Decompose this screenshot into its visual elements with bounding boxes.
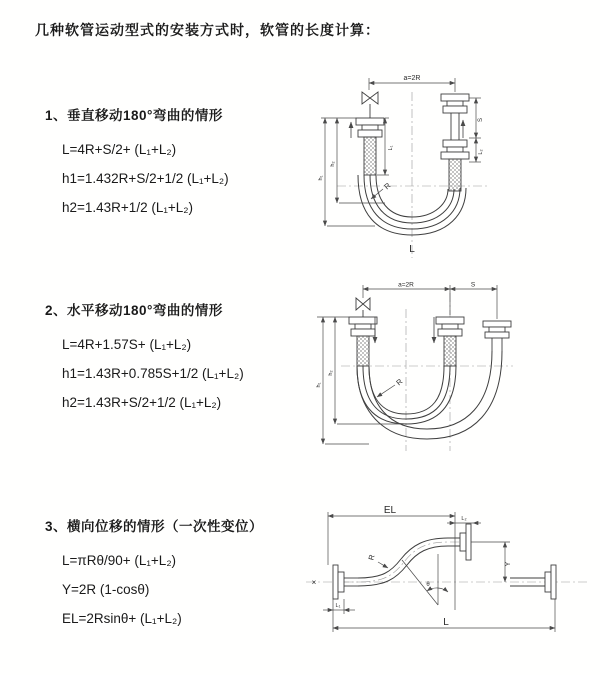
dim-top (363, 285, 497, 319)
dim-h2-label: h₂ (328, 370, 334, 376)
braided-hose-section (449, 159, 461, 191)
diagram-lateral-offset (298, 502, 595, 649)
diagram-vertical-180 (313, 68, 590, 265)
radius-leader (378, 562, 388, 568)
section-3-heading: 3、横向位移的情形（一次性变位） (45, 519, 264, 534)
length-label: L (409, 244, 415, 255)
dim-s-label: S (470, 281, 476, 289)
radius-label: R (366, 553, 377, 562)
valve-icon (356, 298, 370, 317)
diagram-2-svg (311, 281, 598, 457)
section-2-heading: 2、水平移动180°弯曲的情形 (45, 303, 223, 318)
diagram-1-svg (313, 68, 590, 265)
hose-s-curve (358, 538, 460, 586)
left-connector (349, 317, 377, 366)
hose-curves (357, 351, 502, 439)
radius-leader (377, 385, 395, 397)
valve-icon (362, 92, 378, 118)
formula-2-l: L=4R+1.57S+ (L₁+L₂) (62, 337, 192, 352)
section-1-heading: 1、垂直移动180°弯曲的情形 (45, 108, 223, 123)
dim-el (328, 512, 455, 610)
section-2 (45, 299, 244, 417)
diagram-3-svg (298, 502, 595, 649)
right-connector (483, 321, 511, 351)
braided-hose-section (357, 336, 369, 366)
braided-hose-section (444, 336, 456, 366)
axis-mark: × (311, 578, 317, 587)
angle-label: θ (426, 582, 430, 588)
dim-el-label: EL (383, 505, 397, 516)
dim-l2-label: L₂ (461, 516, 467, 522)
braided-hose-section (364, 137, 376, 175)
angle-construction (402, 554, 448, 605)
formula-3-l: L=πRθ/90+ (L₁+L₂) (62, 553, 177, 568)
dim-y-label: Y (505, 561, 512, 567)
formula-1-l: L=4R+S/2+ (L₁+L₂) (62, 142, 177, 157)
page-title: 几种软管运动型式的安装方式时，软管的长度计算： (35, 22, 380, 38)
right-connector (441, 94, 469, 191)
formula-2-h1: h1=1.43R+0.785S+1/2 (L₁+L₂) (62, 366, 244, 381)
section-3 (45, 515, 263, 633)
dim-a2r-label: a=2R (398, 281, 414, 289)
formula-2-h2: h2=1.43R+S/2+1/2 (L₁+L₂) (62, 395, 222, 410)
dim-h2-label: h₂ (330, 161, 336, 167)
formula-1-h2: h2=1.43R+1/2 (L₁+L₂) (62, 200, 194, 215)
formula-3-el: EL=2Rsinθ+ (L₁+L₂) (62, 611, 182, 626)
radius-label: R (394, 376, 405, 388)
centerlines (337, 92, 489, 258)
dim-l2-label: L₂ (478, 149, 484, 155)
middle-connector (436, 317, 464, 366)
section-1 (45, 104, 229, 222)
upper-flange (460, 524, 471, 560)
formula-3-y: Y=2R (1-cosθ) (62, 582, 150, 597)
dim-l1-label: L₁ (388, 145, 394, 151)
dim-a2r-label: a=2R (403, 75, 421, 82)
movement-arrow (375, 317, 434, 343)
left-connector (356, 118, 384, 175)
diagram-horizontal-180 (311, 281, 598, 457)
formula-1-h1: h1=1.432R+S/2+1/2 (L₁+L₂) (62, 171, 229, 186)
dim-l1-label: L₁ (335, 603, 341, 609)
dim-l-label: L (443, 617, 449, 628)
dim-h1-label: h₁ (316, 382, 322, 388)
radius-label: R (382, 180, 393, 192)
dim-h1-label: h₁ (318, 175, 324, 181)
dim-s-label: S (478, 117, 484, 123)
